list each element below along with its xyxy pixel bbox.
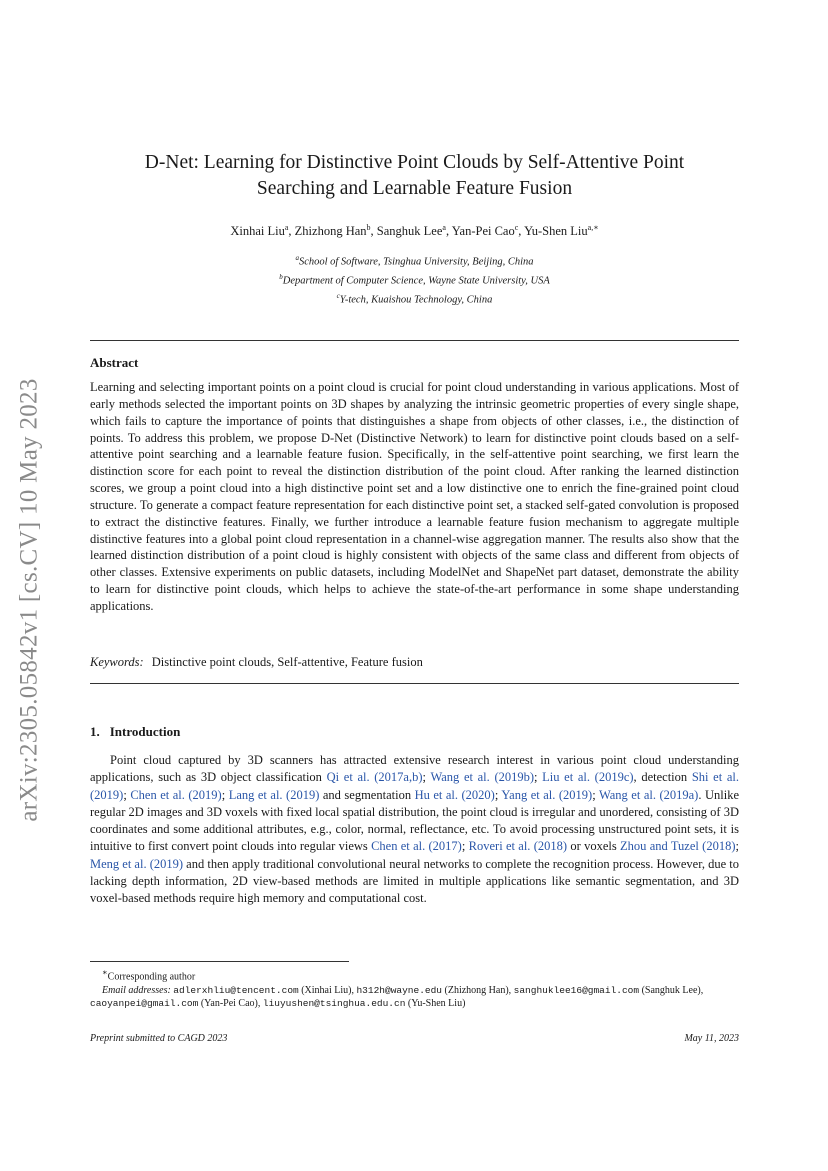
footnote-mark: ∗ [102,968,108,977]
intro-text: Point cloud captured by 3D scanners has attracted extensive research interest in various point cloud understanding applications, such as 3D object classification [90,753,739,785]
corresponding-note [90,966,739,984]
author-name: Yan-Pei Cao [451,224,515,239]
intro-text: ; [461,839,469,854]
citation-link[interactable]: Roveri et al. (2018) [468,839,568,854]
email-address[interactable]: sanghuklee16@gmail.com [513,984,640,996]
page-footer [90,1033,739,1044]
email-address[interactable]: h312h@wayne.edu [356,984,442,996]
author-affil-mark: a [284,223,289,232]
citation-link[interactable]: Chen et al. (2019) [130,787,222,802]
affiliation-item [90,270,739,289]
abstract-bottom-rule [90,683,739,684]
citation-link[interactable]: Wang et al. (2019b) [430,770,535,785]
citation-link[interactable]: Meng et al. (2019) [90,856,184,871]
email-label: Email addresses: [102,984,171,996]
author-affil-mark: b [366,223,371,232]
intro-text: ; [735,839,739,854]
section-heading [90,724,180,740]
email-owner: (Yu-Shen Liu) [405,998,466,1010]
abstract-heading: Abstract [90,355,139,370]
introduction-paragraph [90,752,739,908]
citation-link[interactable]: Chen et al. (2017) [371,839,462,854]
email-address[interactable]: liuyushen@tsinghua.edu.cn [262,998,406,1010]
email-address[interactable]: adlerxhliu@tencent.com [173,984,299,996]
intro-text: ; [534,770,543,785]
email-list [90,984,739,1011]
citation-link[interactable]: Shi et al. (2019) [90,770,739,802]
footnote [90,966,739,1011]
footer-submission-note: Preprint submitted to CAGD 2023 [90,1033,228,1044]
abstract-text: Learning and selecting important points on a point cloud is crucial for point cloud understanding in various applications. Most of early methods selected the important points on 3D shapes by analyzing the intrinsic geometric properties of every single shape, which fails to capture the importance of points that distinguishes a shape from objects of other classes, i.e., the distinction of points. To address this problem, we propose D-Net (Distinctive Network) to learn for distinctive point clouds based on a self-attentive point searching and a learnable feature fusion. Specifically, in the self-attentive point searching, we first learn the distinction score for each point to reveal the distinction distribution of the point cloud. After ranking the learned distinction scores, we group a point cloud into a high distinctive point set and a low distinctive one to enrich the fine-grained point cloud structure. To generate a compact feature representation for each distinctive point set, a stacked self-gated convolution is proposed to extract the distinctive features. Finally, we further introduce a learnable feature fusion mechanism to aggregate multiple distinctive features into a global point cloud representation in a channel-wise aggregation manner. The results also show that the learned distinction distribution of a point cloud is highly consistent with objects of the same class and different from objects of other classes. Extensive experiments on public datasets, including ModelNet and ShapeNet part dataset, demonstrate the ability to learn for distinctive point clouds, which helps to achieve the state-of-the-art performance in some shape understanding applications. [90,380,739,613]
corresponding-text: Corresponding author [107,971,196,983]
intro-text: and then apply traditional convolutional neural networks to complete the recognition process. However, due to lacking depth information, 2D view-based methods are limited in multiple applications like semantic segmentation, and 3D voxel-based methods require high memory and computational cost. [90,856,739,906]
intro-text: ; [123,787,131,802]
citation-link[interactable]: Lang et al. (2019) [228,787,320,802]
intro-text: and segmentation [319,787,415,802]
intro-text: ; [221,787,229,802]
affiliation-mark: c [336,292,340,300]
author-name: Zhizhong Han [294,224,367,239]
intro-text: ; [422,770,431,785]
author-affil-mark: a,∗ [587,223,599,232]
author-list: Xinhai Liu$^a$, Zhizhong Han$^b$, Sanghuk Lee$^a$, Yan-Pei Cao$^c$, Yu-Shen Liu$^{a,∗}$ [230,223,599,239]
email-address[interactable]: caoyanpei@gmail.com [90,998,199,1010]
email-owner: (Zhizhong Han), [442,984,514,996]
intro-text: , detection [633,770,692,785]
intro-text: . Unlike regular 2D images and 3D voxels with fixed local spatial distribution, the point cloud is irregular and unordered, consisting of 3D coordinates and some additional attributes, e.g., color, normal, reflectance, etc. To avoid processing unstructured point sets, it is intuitive to first convert point clouds into regular views [90,787,739,854]
citation-link[interactable]: Qi et al. (2017a,b) [326,770,423,785]
affiliation-item [90,289,739,308]
email-owner: (Yan-Pei Cao), [198,998,263,1010]
section-title: Introduction [109,724,181,739]
paper-title [90,150,739,202]
keywords-text: Distinctive point clouds, Self-attentive, Feature fusion [151,655,423,669]
citation-link[interactable]: Liu et al. (2019c) [542,770,634,785]
affiliation-mark: b [279,273,283,281]
affiliation-text: Y-tech, Kuaishou Technology, China [339,294,493,306]
affiliation-item [90,251,739,270]
arxiv-identifier [2,350,58,850]
email-owner: (Sanghuk Lee), [639,984,704,996]
intro-text: ; [494,787,502,802]
affiliation-text: Department of Computer Science, Wayne State University, USA [282,275,550,287]
abstract-top-rule [90,340,739,341]
arxiv-id-text: arXiv:2305.05842v1 [cs.CV] 10 May 2023 [16,378,44,822]
intro-text: or voxels [567,839,621,854]
affiliation-text: School of Software, Tsinghua University, Beijing, China [298,256,534,268]
title-line-1: D-Net: Learning for Distinctive Point Clouds by Self-Attentive Point [144,152,685,173]
keywords [90,655,739,670]
citation-link[interactable]: Wang et al. (2019a) [598,787,699,802]
title-line-2: Searching and Learnable Feature Fusion [256,178,573,199]
citation-link[interactable]: Yang et al. (2019) [501,787,593,802]
author-name: Xinhai Liu [230,224,285,239]
author-affil-mark: c [514,223,519,232]
author-name: Sanghuk Lee [376,224,443,239]
footer-date: May 11, 2023 [684,1033,739,1044]
citation-link[interactable]: Zhou and Tuzel (2018) [620,839,736,854]
email-owner: (Xinhai Liu), [298,984,357,996]
affiliation-list [90,251,739,308]
footnote-rule [90,961,349,962]
affiliation-mark: a [295,254,299,262]
section-number: 1. [90,724,100,739]
author-affil-mark: a [442,223,446,232]
intro-text: ; [592,787,599,802]
keywords-label: Keywords: [90,655,144,669]
citation-link[interactable]: Hu et al. (2020) [414,787,495,802]
author-name: Yu-Shen Liu [524,224,588,239]
